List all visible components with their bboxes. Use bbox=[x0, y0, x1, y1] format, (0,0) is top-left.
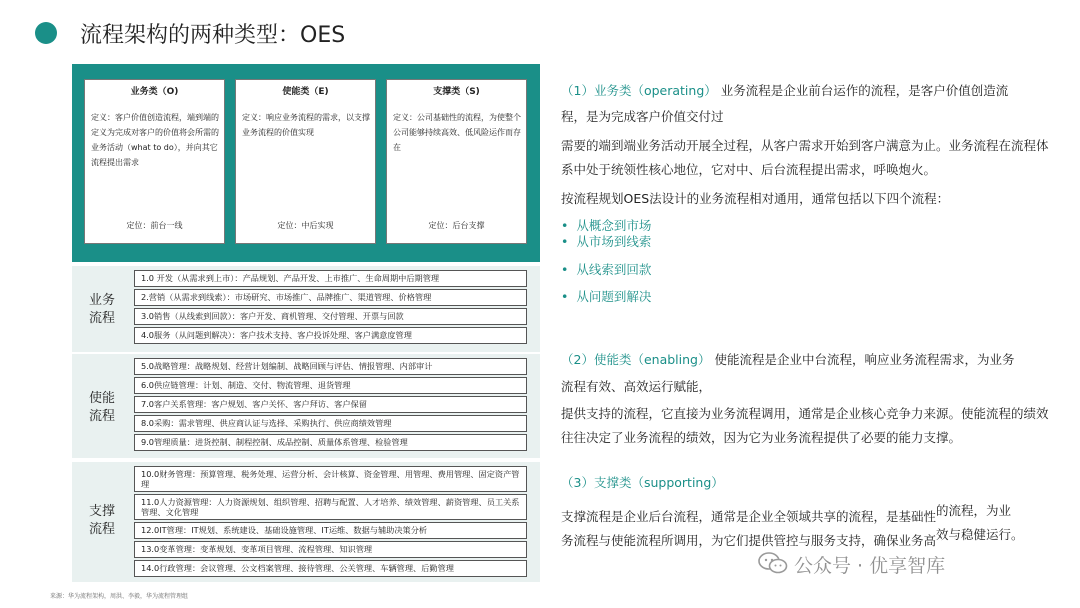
section-heading: （2）使能类（enabling） bbox=[561, 352, 711, 367]
title-bullet-dot bbox=[35, 22, 57, 44]
process-row: 4.0服务（从问题到解决）：客户技术支持、客户投诉处理、客户满意度管理 bbox=[134, 327, 527, 344]
watermark-text: 公众号 · 优享智库 bbox=[794, 555, 946, 577]
wechat-icon bbox=[758, 552, 788, 574]
section-enabling-line1: （2）使能类（enabling） 使能流程是企业中台流程，响应业务流程需求，为业务 bbox=[561, 352, 1015, 367]
process-row: 12.0IT管理：IT规划、系统建设、基础设施管理、IT运维、数据与辅助决策分析 bbox=[134, 522, 527, 539]
process-row: 5.0战略管理：战略规划、经营计划编制、战略回顾与评估、情报管理、内部审计 bbox=[134, 358, 527, 375]
process-row: 6.0供应链管理：计划、制造、交付、物流管理、退货管理 bbox=[134, 377, 527, 394]
card-title: 使能类（E) bbox=[282, 87, 329, 97]
process-row: 2.营销（从需求到线索）：市场研究、市场推广、品牌推广、渠道管理、价格管理 bbox=[134, 289, 527, 306]
page-title: 流程架构的两种类型：OES bbox=[80, 23, 346, 48]
process-row: 11.0人力资源管理：人力资源规划、组织管理、招聘与配置、人才培养、绩效管理、薪资管理、员工关系管理、文化管理 bbox=[134, 494, 527, 520]
section-operating-line2: 程，是为完成客户价值交付过 bbox=[561, 109, 724, 124]
process-row: 10.0财务管理：预算管理、税务处理、运营分析、会计核算、资金管理、用管理、费用管理、固定资产管理 bbox=[134, 466, 527, 492]
process-row: 1.0 开发（从需求到上市）：产品规划、产品开发、上市推广、生命周期中后期管理 bbox=[134, 270, 527, 287]
section-enabling-paragraph: 提供支持的流程，它直接为业务流程调用，通常是企业核心竞争力来源。使能流程的绩效往往决定了业务流程的绩效，因为它为业务流程提供了必要的能力支撑。 bbox=[561, 406, 1049, 445]
process-row: 14.0行政管理：会议管理、公文档案管理、接待管理、公关管理、车辆管理、后勤管理 bbox=[134, 560, 527, 577]
card-enabling bbox=[235, 79, 376, 244]
process-row: 8.0采购：需求管理、供应商认证与选择、采购执行、供应商绩效管理 bbox=[134, 415, 527, 432]
section-supporting-line2: 务流程与使能流程所调用，为它们提供管控与服务支持，确保业务高效与稳健运行。 bbox=[561, 527, 1024, 548]
card-supporting bbox=[386, 79, 527, 244]
card-title: 支撑类（S) bbox=[433, 87, 480, 97]
section-enabling-line2: 流程有效、高效运行赋能， bbox=[561, 379, 712, 394]
card-position: 定位：后台支撑 bbox=[428, 221, 485, 230]
card-operating bbox=[84, 79, 225, 244]
card-title: 业务类（O) bbox=[130, 87, 179, 97]
section-supporting-line1: 支撑流程是企业后台流程，通常是企业全领域共享的流程，是基础性的流程，为业 bbox=[561, 503, 1012, 524]
process-row: 13.0变革管理：变革规划、变革项目管理、流程管理、知识管理 bbox=[134, 541, 527, 558]
process-row: 9.0管理质量：进货控制、制程控制、成品控制、质量体系管理、检验管理 bbox=[134, 434, 527, 451]
bullet-item: • 从概念到市场 bbox=[561, 218, 652, 233]
card-definition: 定义：响应业务流程的需求，以支撑业务流程的价值实现 bbox=[242, 113, 370, 137]
bullet-item: • 从问题到解决 bbox=[561, 289, 652, 304]
group-label-enabling: 使能 流程 bbox=[88, 391, 115, 424]
card-definition: 定义：客户价值创造流程，端到端的定义为完成对客户的价值将会所需的业务活动（what to do），并向其它流程提出需求 bbox=[91, 113, 219, 167]
source-note: 来源：华为流程架构，周洪、李毅，华为流程管理组 bbox=[50, 593, 189, 600]
card-definition: 定义：公司基础性的流程，为使整个公司能够持续高效、低风险运作而存在 bbox=[393, 113, 521, 152]
card-position: 定位：中后实现 bbox=[277, 221, 334, 230]
bullet-item: • 从市场到线索 bbox=[561, 234, 652, 249]
section-operating-paragraph: 需要的端到端业务活动开展全过程，从客户需求开始到客户满意为止。业务流程在流程体系中处于统领性核心地位，它对中、后台流程提出需求，呼唤炮火。 bbox=[561, 138, 1049, 177]
section-supporting-heading: （3）支撑类（supporting） bbox=[561, 475, 724, 490]
section-operating-line1: （1）业务类（operating） 业务流程是企业前台运作的流程，是客户价值创造流 bbox=[561, 83, 1009, 98]
section-operating-intro: 按流程规划OES法设计的业务流程相对通用，通常包括以下四个流程： bbox=[561, 191, 950, 206]
process-row: 7.0客户关系管理：客户规划、客户关怀、客户拜访、客户保留 bbox=[134, 396, 527, 413]
process-row: 3.0销售（从线索到回款）：客户开发、商机管理、交付管理、开票与回款 bbox=[134, 308, 527, 325]
group-label-supporting: 支撑 流程 bbox=[88, 504, 115, 537]
group-label-business: 业务 流程 bbox=[88, 293, 115, 326]
card-position: 定位：前台一线 bbox=[126, 221, 183, 230]
section-heading: （1）业务类（operating） bbox=[561, 83, 717, 98]
bullet-item: • 从线索到回款 bbox=[561, 262, 652, 277]
